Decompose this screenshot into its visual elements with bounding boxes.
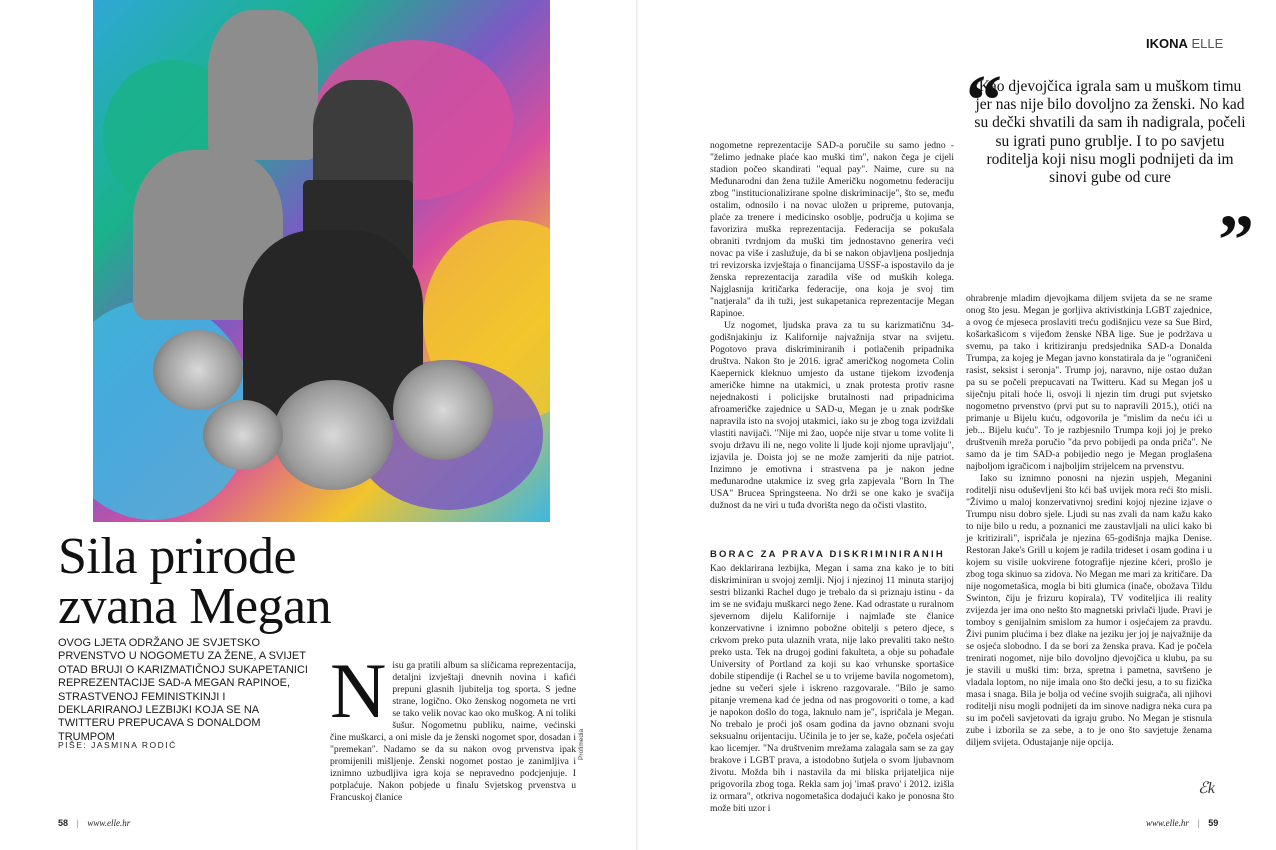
title-line-1: Sila prirode xyxy=(58,528,297,585)
body-paragraph: isu ga pratili album sa sličicama reprezentacija, detaljni izvještaji dnevnih novina i kafići prepuni glasnih ljubitelja tog sporta. S jedne strane, logično. Oko ženskog nogometa ne vrti se tako velik novac kao oko muškog. A ni toliki šušur. Nogometnu publiku, naime, većinski čine muškarci, a oni misle da je ženski nogomet spor, dosadan i "premekan". Nadamo se da su nakon ovog prvenstva ipak promijenili mišljenje. Ženski nogomet postao je zanimljiva i iznimno uzbudljiva igra koja se nepravedno podcjenjuje. I potplaćuje. Nakon pobjede u finalu Svjetskog prvenstva u Francuskoj članice xyxy=(330,660,576,803)
body-paragraph: ohrabrenje mladim djevojkama diljem svijeta da se ne srame onog što jesu. Megan je gorljiva aktivistkinja LGBT zajednice, a ovog će mjeseca proslaviti treću godišnjicu veze sa Sue Bird, košarkašicom s vijeđom ženske NBA lige. Sue je podržava u svemu, pa tako i kritiziranju predsjednika SAD-a Donalda Trumpa, za kojeg je Megan javno konstatirala da je "ograničeni rasist, seksist i seronja". Trump joj, naravno, nije ostao dužan pa su se počeli prepucavati na Twitteru. Kad su Megan još u siječnju pitali hoće li, osvoji li njezin tim drugi put svjetsko nogometno prvenstvo (prvi put su to napravili 2015.), otići na primanje u Bijelu kuću, odgovorila je "mislim da neću ići u jeb... Bijelu kuću". To je razbjesnilo Trumpa koji joj je preko društvenih mreža poručio "da prvo pobijedi pa onda priča". Ne samo da je tim SAD-a pobijedio nego je Megan proglašena najboljom igračicom i najboljim strijelcem na prvenstvu. xyxy=(966,293,1212,472)
folio-site: www.elle.hr xyxy=(87,818,131,828)
folio-right: www.elle.hr | 59 xyxy=(1146,818,1219,828)
pull-quote-text: Kao djevojčica igrala sam u muškom timu jer nas nije bilo dovoljno za ženski. No kad su dečki shvatili da sam ih nadigrala, počeli su igrati puno grublje. I to po savjetu roditelja koji nisu mogli podnijeti da im sinovi gube od cure xyxy=(974,78,1246,187)
flower-decoration xyxy=(393,360,493,460)
body-paragraph: Uz nogomet, ljudska prava za tu su karizmatičnu 34-godišnjakinju iz Kalifornije najvažnija stvar na svijetu. Pogotovo prava diskriminiranih i potlačenih pripadnika društva. Nakon što je 2016. igrač američkog nogometa Colin Kaepernick kleknuo umjesto da ustane tijekom izvođenja američke himne na utakmici, u znak protesta protiv rasne nejednakosti i policijske brutalnosti nad pripadnicima afroameričke zajednice u SAD-u, Megan je u znak podrške napravila isto na svojoj utakmici, iako su je zbog toga izviždali vlastiti navijači. "Nije mi žao, uopće nije stvar u tome volite li svoju državu ili ne, nego volite li ljude koji njome upravljaju", izjavila je. Doista joj se ne može zamjeriti da nije patriot. Inzimno je emotivna i strastvena pa je nakon jedne međunarodne utakmice iz sveg grla zapjevala "Born In The USA" Brucea Springsteena. No drži se one kako je svačija dužnost da ne viri u tuđa dvorišta nego da očisti vlastito. xyxy=(710,320,954,511)
pull-quote xyxy=(966,60,1254,280)
body-paragraph: Iako su iznimno ponosni na njezin uspjeh, Meganini roditelji nisu oduševljeni što kći baš uvijek mora reći što misli. "Živimo u maloj konzervativnoj sredini kojoj njezine izjave o Trumpu nisu dobro sjele. Ljudi su nas zvali da nam kažu kako to nije bilo u redu, a poznanici me zaustavljali na ulici kako bi je kritizirali", ispričala je njezina 65-godišnja majka Denise. Restoran Jake's Grill u kojem je radila trideset i osam godina i u kojem su visile uokvirene fotografije njezine kćeri, prošlo je zbog toga skinuo sa zidova. No Megan me mari za kritičare. Da nije nogometašica, mogla bi biti glumica (inače, obožava Tildu Swinton, čiju je frizuru kopirala), TV voditeljica ili reality zvijezda jer ima ono nešto što magnetski privlači ljude. Pravi je tomboy s genijalnim smislom za humor i osjećajem za pravdu. Živi punim plućima i bez dlake na jeziku jer joj je najvažnije da se osjeća slobodno. I da se bori za ženska prava. Kad je počela trenirati nogomet, nije bilo dovoljno djevojčica u klubu, pa su je stavili u muški tim: brza, spretna i pametna, savršeno je vladala loptom, no nije imala ono što dečki jesu, a to su fizička masa i snaga. Bila je bolja od većine svojih suigrača, ali njihovi roditelji nisu mogli podnijeti da im sinove nadigra neka cura pa su im počeli savjetovati da igraju grubo. No Megan je stisnula zube i izborila se za sebe, a to je ono što savjetuje ženama diljem svijeta. Odustajanje nije opcija. xyxy=(966,473,1212,748)
article-lead: OVOG LJETA ODRŽANO JE SVJETSKO PRVENSTVO U NOGOMETU ZA ŽENE, A SVIJET OTAD BRUJI O KARIZMATIČNOJ SUKAPETANICI REPREZENTACIJE SAD-A MEGAN RAPINOE, STRASTVENOJ FEMINISTKINJI I DEKLARIRANOJ LEZBIJKI KOJA SE NA TWITTERU PREPUCAVA S DONALDOM TRUMPOM xyxy=(58,637,308,743)
photo-credit: Profimedia xyxy=(578,728,585,760)
dropcap: N xyxy=(330,647,387,734)
folio-left: 58 | www.elle.hr xyxy=(58,818,131,828)
quote-close-icon: ” xyxy=(1218,200,1254,280)
subhead: BORAC ZA PRAVA DISKRIMINIRANIH xyxy=(710,549,945,560)
flower-decoration xyxy=(153,330,243,410)
body-column-2 xyxy=(710,140,954,512)
body-column-1 xyxy=(330,647,576,804)
signature-icon: ℰk xyxy=(1198,780,1215,797)
flower-decoration xyxy=(203,400,283,470)
body-paragraph: Kao deklarirana lezbijka, Megan i sama zna kako je to biti diskriminiran u svojoj zemlji. Njoj i njezinoj 11 minuta starijoj sestri blizanki Rachel dugo je trebalo da si priznaju istinu - da im se ne sviđaju muškarci nego žene. Kad odrastate u ruralnom sjevernom dijelu Kalifornije i najmlađe ste članice konzervativne i iznimno pobožne obitelji s petero djece, s crkvom preko puta ulaznih vrata, nije lako prevaliti tako nešto preko usta. Tek na drugoj godini fakulteta, a obje su pohađale University of Portland za koji su kao vrhunske sportašice dobile stipendije (i Rachel se u to vrijeme bavila nogometom), jedne su večeri sjele i iskreno razgovarale. "Bilo je samo pitanje vremena kad će jedna od nas progovoriti o tome, a kad je napokon došlo do toga, laknulo nam je", ispričala je Megan. No trebalo je proći još osam godina da javno obznani svoju seksualnu orijentaciju. Učinila je to jer se, kaže, počela osjećati kao licemjer. "Na društvenim mrežama zalagala sam se za gay brakove i LGBT prava, a istodobno šutjela o svom ljubavnom životu. Možda bih i nastavila da mi bliska prijateljica nije prigovorila zbog toga. Rekla sam joj 'imaš pravo' i 2012. izišla iz ormara", otkriva nogometašica dodajući kako je ponosna što može biti uzor i xyxy=(710,563,954,814)
page-number: 59 xyxy=(1208,818,1219,828)
flower-decoration xyxy=(273,380,393,490)
page-number: 58 xyxy=(58,818,69,828)
section-tag-bold: IKONA xyxy=(1146,36,1188,51)
body-column-2-bottom xyxy=(710,548,954,815)
article-title xyxy=(58,528,478,635)
body-paragraph: nogometne reprezentacije SAD-a poručile su samo jedno - "želimo jednake plaće kao muški tim", nakon čega je cijeli stadion počeo skandirati "equal pay". Naime, cure su na Međunarodni dan žena tužile Američku nogometnu federaciju zbog "institucionalizirane spolne diskriminacije", što se, među ostalim, odnosilo i na novac uložen u pripreme, putovanja, plaće za trenere i medicinsko osoblje, područja u kojima se favorizira muška reprezentacija. Federacija se pokušala obraniti tvrdnjom da muški tim jednostavno generira veći novac pa više i zaslužuje, da bi se nakon objavljena posljednja tri revizorska izvještaja o financijama USSF-a ispostavilo da je ženska reprezentacija zaradila više od muških kolega. Najglasnija kritičarka federacije, ona koja je svoj tim "natjerala" da ih tuži, jest sukapetanica reprezentacije Megan Rapinoe. xyxy=(710,140,954,319)
byline: PIŠE: JASMINA RODIĆ xyxy=(58,740,177,750)
section-tag-thin: ELLE xyxy=(1191,36,1224,51)
right-page xyxy=(638,0,1276,850)
photo-collage xyxy=(93,0,550,522)
body-column-3 xyxy=(966,293,1212,749)
player-figure-top xyxy=(208,10,318,160)
folio-site: www.elle.hr xyxy=(1146,818,1189,828)
quote-open-icon: “ xyxy=(966,60,1002,140)
section-tag xyxy=(1146,36,1223,51)
title-line-2: zvana Megan xyxy=(58,578,332,635)
